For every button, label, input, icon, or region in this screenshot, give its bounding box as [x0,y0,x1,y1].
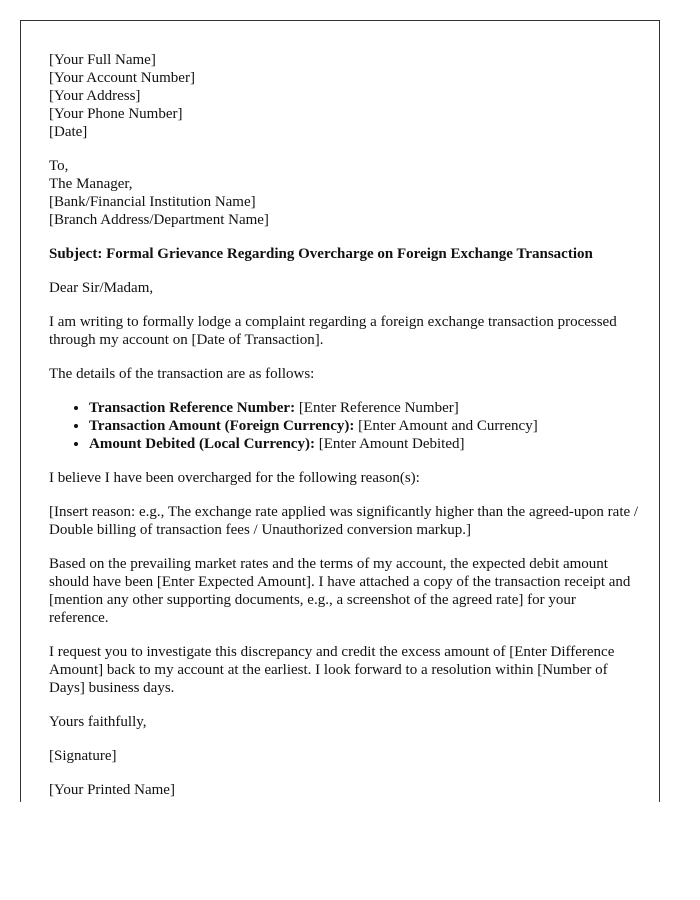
signature: [Signature] [49,748,117,764]
request-paragraph: I request you to investigate this discrepancy and credit the excess amount of [Enter Difference Amount] back to my account at the earliest. I look forward to a resolution within [Number of Days] business days. [49,644,615,696]
recipient-to: To, [49,158,69,174]
detail-reference [89,399,639,417]
detail-local-amount [89,435,639,453]
detail-value: [Enter Reference Number] [295,400,459,416]
sender-account: [Your Account Number] [49,70,195,86]
detail-label: Amount Debited (Local Currency): [89,436,315,452]
subject-line: Subject: Formal Grievance Regarding Overcharge on Foreign Exchange Transaction [49,246,593,262]
details-intro: The details of the transaction are as follows: [49,366,315,382]
sender-phone: [Your Phone Number] [49,106,183,122]
intro-paragraph: I am writing to formally lodge a complaint regarding a foreign exchange transaction processed through my account on [Date of Transaction]. [49,314,617,348]
reason-intro: I believe I have been overcharged for the following reason(s): [49,470,420,486]
detail-value: [Enter Amount Debited] [314,436,465,452]
detail-label: Transaction Amount (Foreign Currency): [89,418,355,434]
detail-foreign-amount [89,417,639,435]
sender-block [49,51,639,141]
transaction-details-list [49,399,639,453]
recipient-branch: [Branch Address/Department Name] [49,212,269,228]
recipient-title: The Manager, [49,176,133,192]
recipient-block [49,157,639,229]
reason-paragraph: [Insert reason: e.g., The exchange rate applied was significantly higher than the agreed-upon rate / Double billing of transaction fees / Unauthorized conversion markup.] [49,504,639,538]
printed-name: [Your Printed Name] [49,782,175,798]
letter-content [49,51,639,802]
salutation: Dear Sir/Madam, [49,280,154,296]
detail-label: Transaction Reference Number: [89,400,296,416]
closing: Yours faithfully, [49,714,147,730]
expected-amount-paragraph: Based on the prevailing market rates and the terms of my account, the expected debit amount should have been [Enter Expected Amount]. I have attached a copy of the transaction receipt and [mention any other supporting documents, e.g., a screenshot of the agreed rate] for your reference. [49,556,631,626]
detail-value: [Enter Amount and Currency] [354,418,538,434]
recipient-bank: [Bank/Financial Institution Name] [49,194,256,210]
sender-address: [Your Address] [49,88,141,104]
letter-page [20,20,660,802]
letter-date: [Date] [49,124,88,140]
sender-name: [Your Full Name] [49,52,156,68]
